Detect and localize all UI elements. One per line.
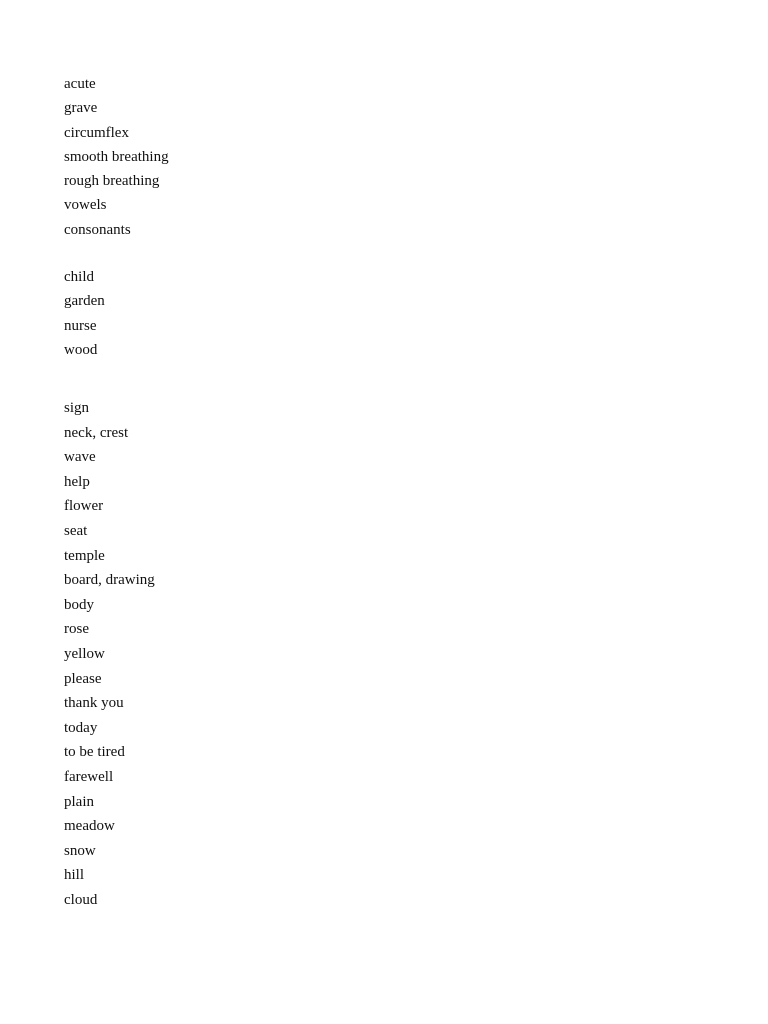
word-item: please (64, 670, 102, 687)
word-item: body (64, 596, 94, 613)
word-item: cloud (64, 891, 98, 908)
word-item: farewell (64, 768, 114, 785)
word-item: grave (64, 100, 98, 117)
word-item: yellow (64, 645, 105, 662)
word-item: board, drawing (64, 572, 155, 589)
word-group-nouns (64, 265, 105, 362)
word-item: hill (64, 867, 85, 884)
word-group-vocabulary (64, 396, 155, 912)
word-item: wood (64, 341, 98, 358)
word-item: neck, crest (64, 424, 129, 441)
word-item: today (64, 719, 98, 736)
word-item: sign (64, 400, 90, 416)
word-item: meadow (64, 818, 115, 835)
word-item: temple (64, 547, 105, 564)
word-item: thank you (64, 695, 124, 712)
word-item: plain (64, 793, 94, 810)
word-item: child (64, 269, 94, 285)
word-item: garden (64, 293, 105, 310)
word-item: wave (64, 449, 96, 466)
word-group-diacritics (64, 72, 169, 242)
word-item: nurse (64, 317, 97, 334)
word-item: to be tired (64, 744, 125, 761)
word-item: acute (64, 76, 96, 92)
word-item: consonants (64, 221, 131, 238)
word-item: rose (64, 621, 89, 638)
word-item: smooth breathing (64, 148, 169, 165)
word-item: circumflex (64, 124, 129, 141)
word-item: flower (64, 498, 104, 515)
word-item: vowels (64, 197, 107, 214)
word-item: rough breathing (64, 173, 160, 190)
word-item: help (64, 473, 90, 490)
word-item: snow (64, 842, 96, 859)
word-item: seat (64, 522, 88, 539)
